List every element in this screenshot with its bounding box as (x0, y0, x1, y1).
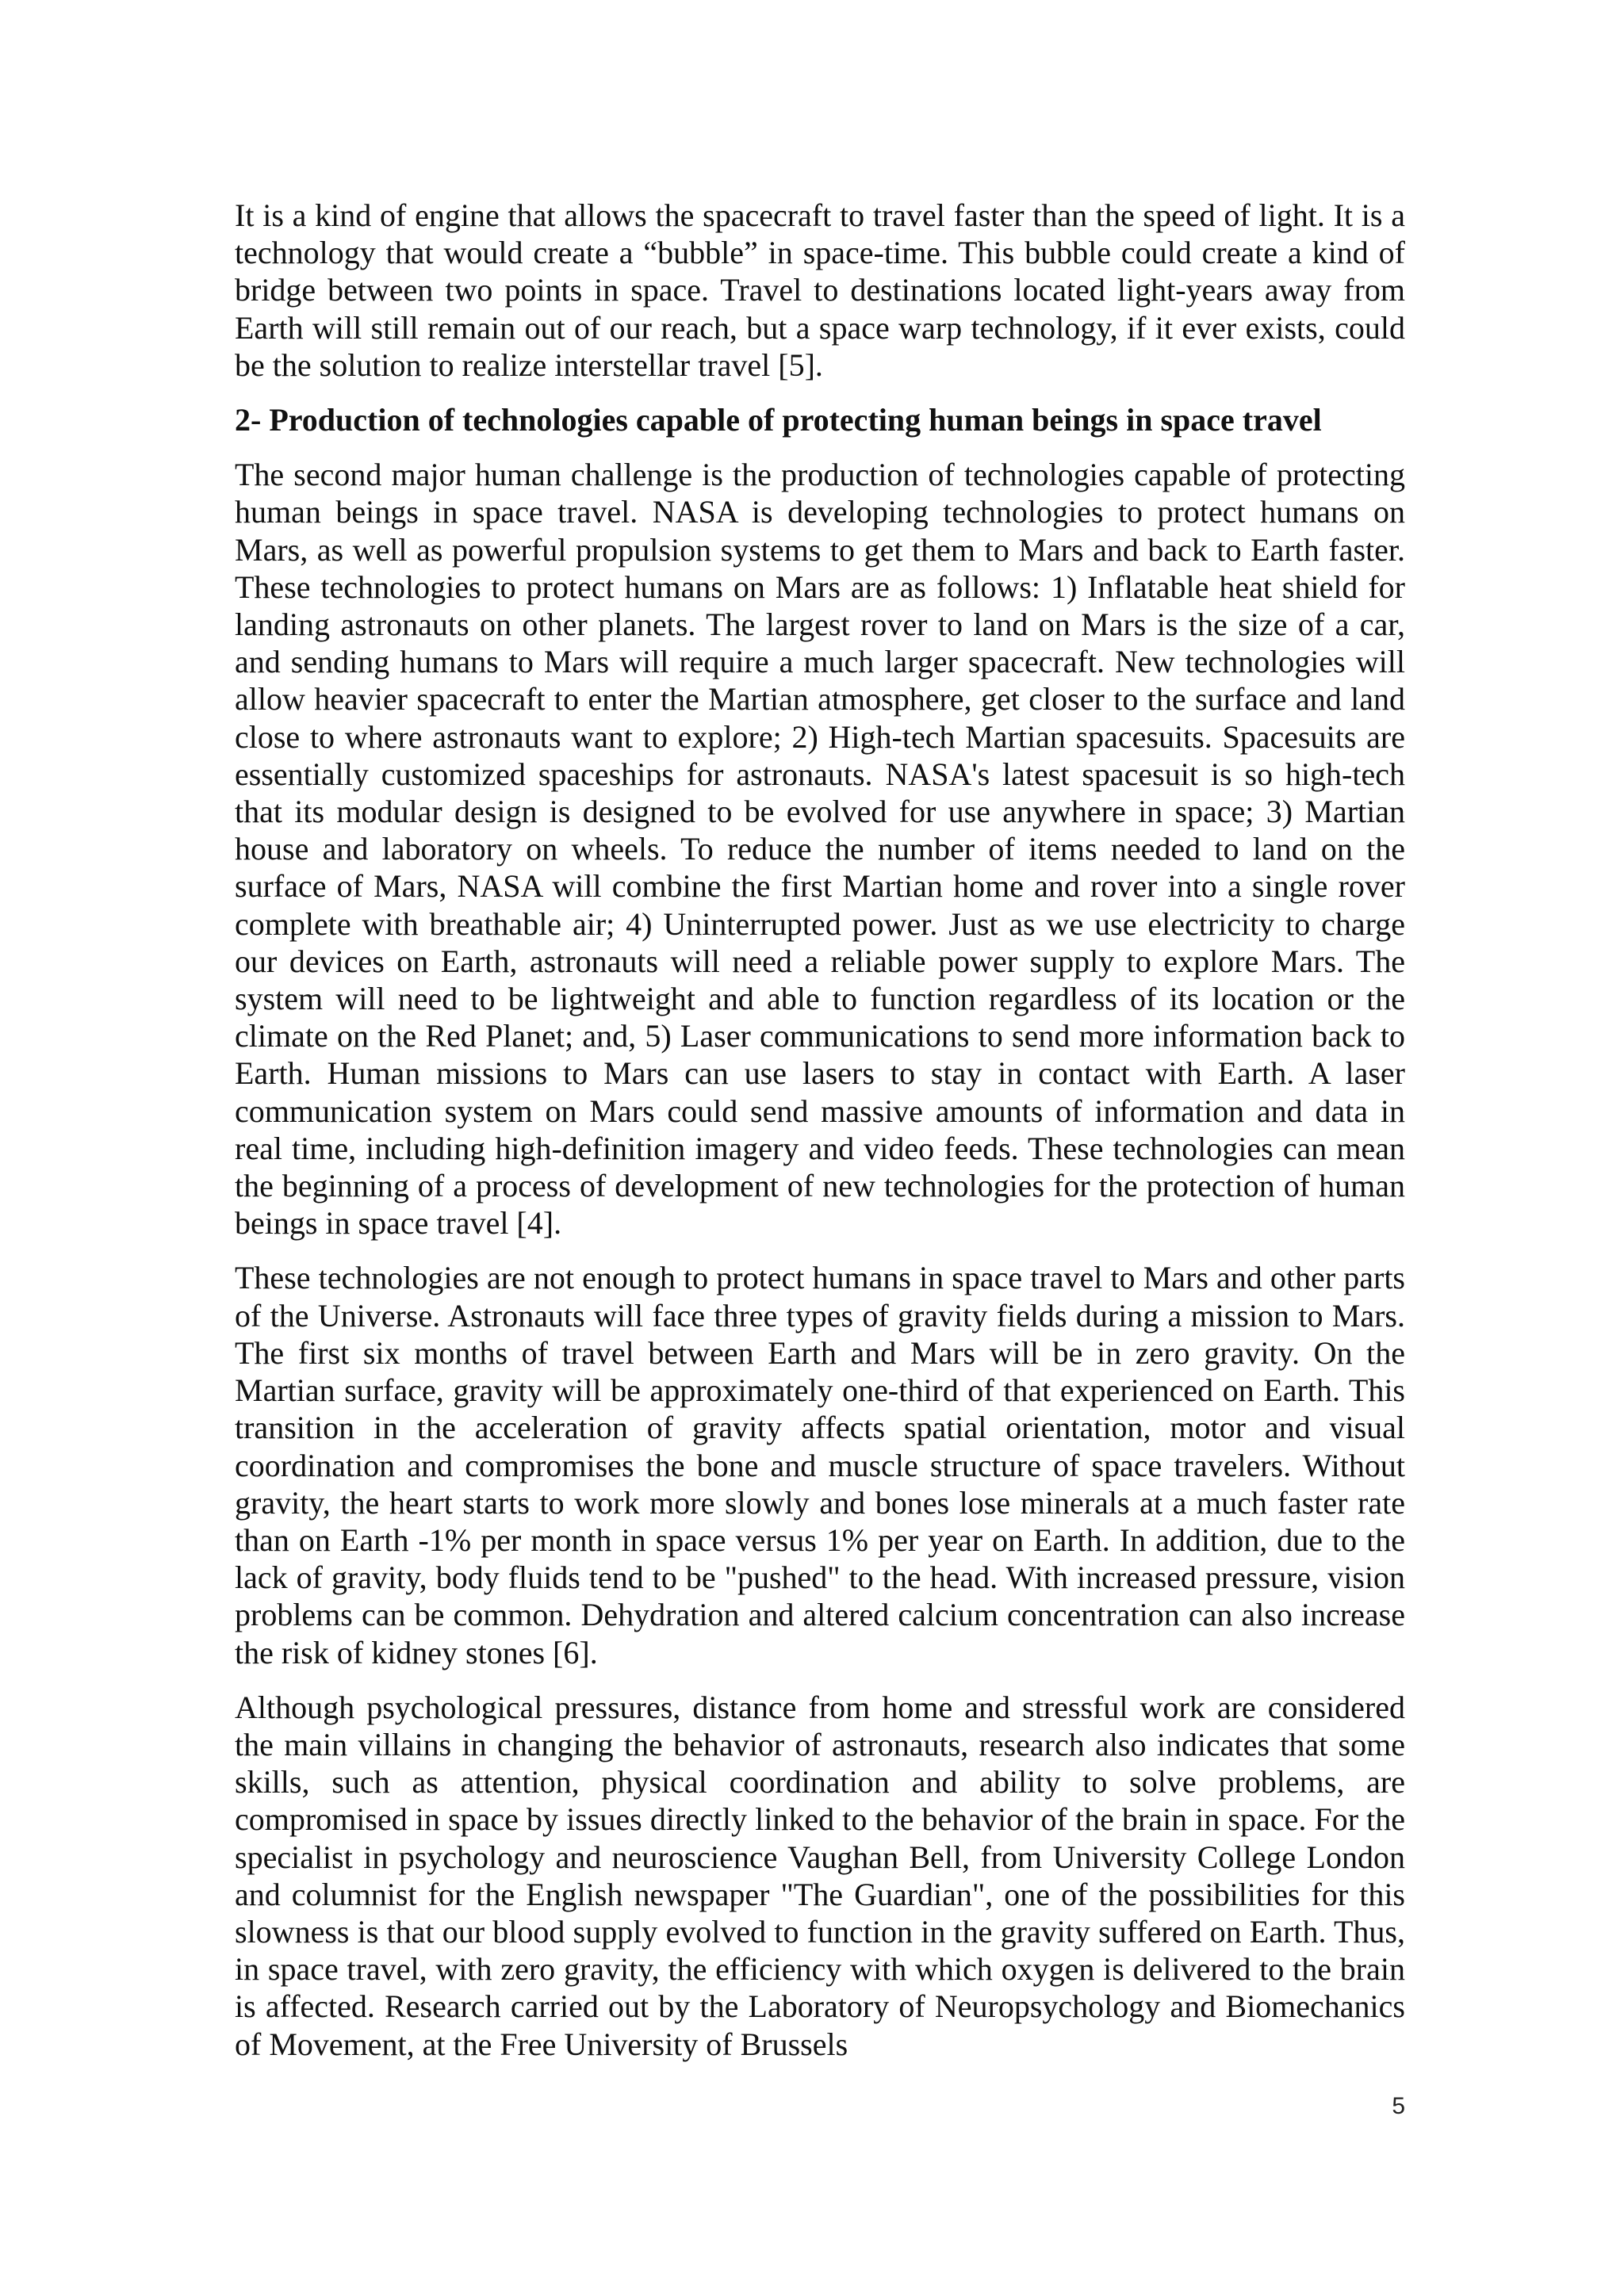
paragraph-gravity-effects: These technologies are not enough to protect humans in space travel to Mars and other parts of the Universe. Astronauts will face three types of gravity fields during a mission to Mars. The first six months of travel between Earth and Mars will be in zero gravity. On the Martian surface, gravity will be approximately one-third of that experienced on Earth. This transition in the acceleration of gravity affects spatial orientation, motor and visual coordination and compromises the bone and muscle structure of space travelers. Without gravity, the heart starts to work more slowly and bones lose minerals at a much faster rate than on Earth -1% per month in space versus 1% per year on Earth. In addition, due to the lack of gravity, body fluids tend to be "pushed" to the head. With increased pressure, vision problems can be common. Dehydration and altered calcium concentration can also increase the risk of kidney stones [6]. (235, 1260, 1405, 1670)
paragraph-warp-drive: It is a kind of engine that allows the spacecraft to travel faster than the speed of light. It is a technology that would create a “bubble” in space-time. This bubble could create a kind of bridge between two points in space. Travel to destinations located light-years away from Earth will still remain out of our reach, but a space warp technology, if it ever exists, could be the solution to realize interstellar travel [5]. (235, 197, 1405, 383)
paragraph-psychological-pressures: Although psychological pressures, distance from home and stressful work are considered the main villains in changing the behavior of astronauts, research also indicates that some skills, such as attention, physical coordination and ability to solve problems, are compromised in space by issues directly linked to the behavior of the brain in space. For the specialist in psychology and neuroscience Vaughan Bell, from University College London and columnist for the English newspaper "The Guardian", one of the possibilities for this slowness is that our blood supply evolved to function in the gravity suffered on Earth. Thus, in space travel, with zero gravity, the efficiency with which oxygen is delivered to the brain is affected. Research carried out by the Laboratory of Neuropsychology and Biomechanics of Movement, at the Free University of Brussels (235, 1689, 1405, 2062)
section-heading: 2- Production of technologies capable of protecting human beings in space travel (235, 402, 1322, 438)
paragraph-protection-technologies: The second major human challenge is the production of technologies capable of protecting human beings in space travel. NASA is developing technologies to protect humans on Mars, as well as powerful propulsion systems to get them to Mars and back to Earth faster. These technologies to protect humans on Mars are as follows: 1) Inflatable heat shield for landing astronauts on other planets. The largest rover to land on Mars is the size of a car, and sending humans to Mars will require a much larger spacecraft. New technologies will allow heavier spacecraft to enter the Martian atmosphere, get closer to the surface and land close to where astronauts want to explore; 2) High-tech Martian spacesuits. Spacesuits are essentially customized spaceships for astronauts. NASA's latest spacesuit is so high-tech that its modular design is designed to be evolved for use anywhere in space; 3) Martian house and laboratory on wheels. To reduce the number of items needed to land on the surface of Mars, NASA will combine the first Martian home and rover into a single rover complete with breathable air; 4) Uninterrupted power. Just as we use electricity to charge our devices on Earth, astronauts will need a reliable power supply to explore Mars. The system will need to be lightweight and able to function regardless of its location or the climate on the Red Planet; and, 5) Laser communications to send more information back to Earth. Human missions to Mars can use lasers to stay in contact with Earth. A laser communication system on Mars could send massive amounts of information and data in real time, including high-definition imagery and video feeds. These technologies can mean the beginning of a process of development of new technologies for the protection of human beings in space travel [4]. (235, 457, 1405, 1242)
page-number: 5 (1392, 2093, 1405, 2119)
document-body (235, 197, 1405, 2080)
